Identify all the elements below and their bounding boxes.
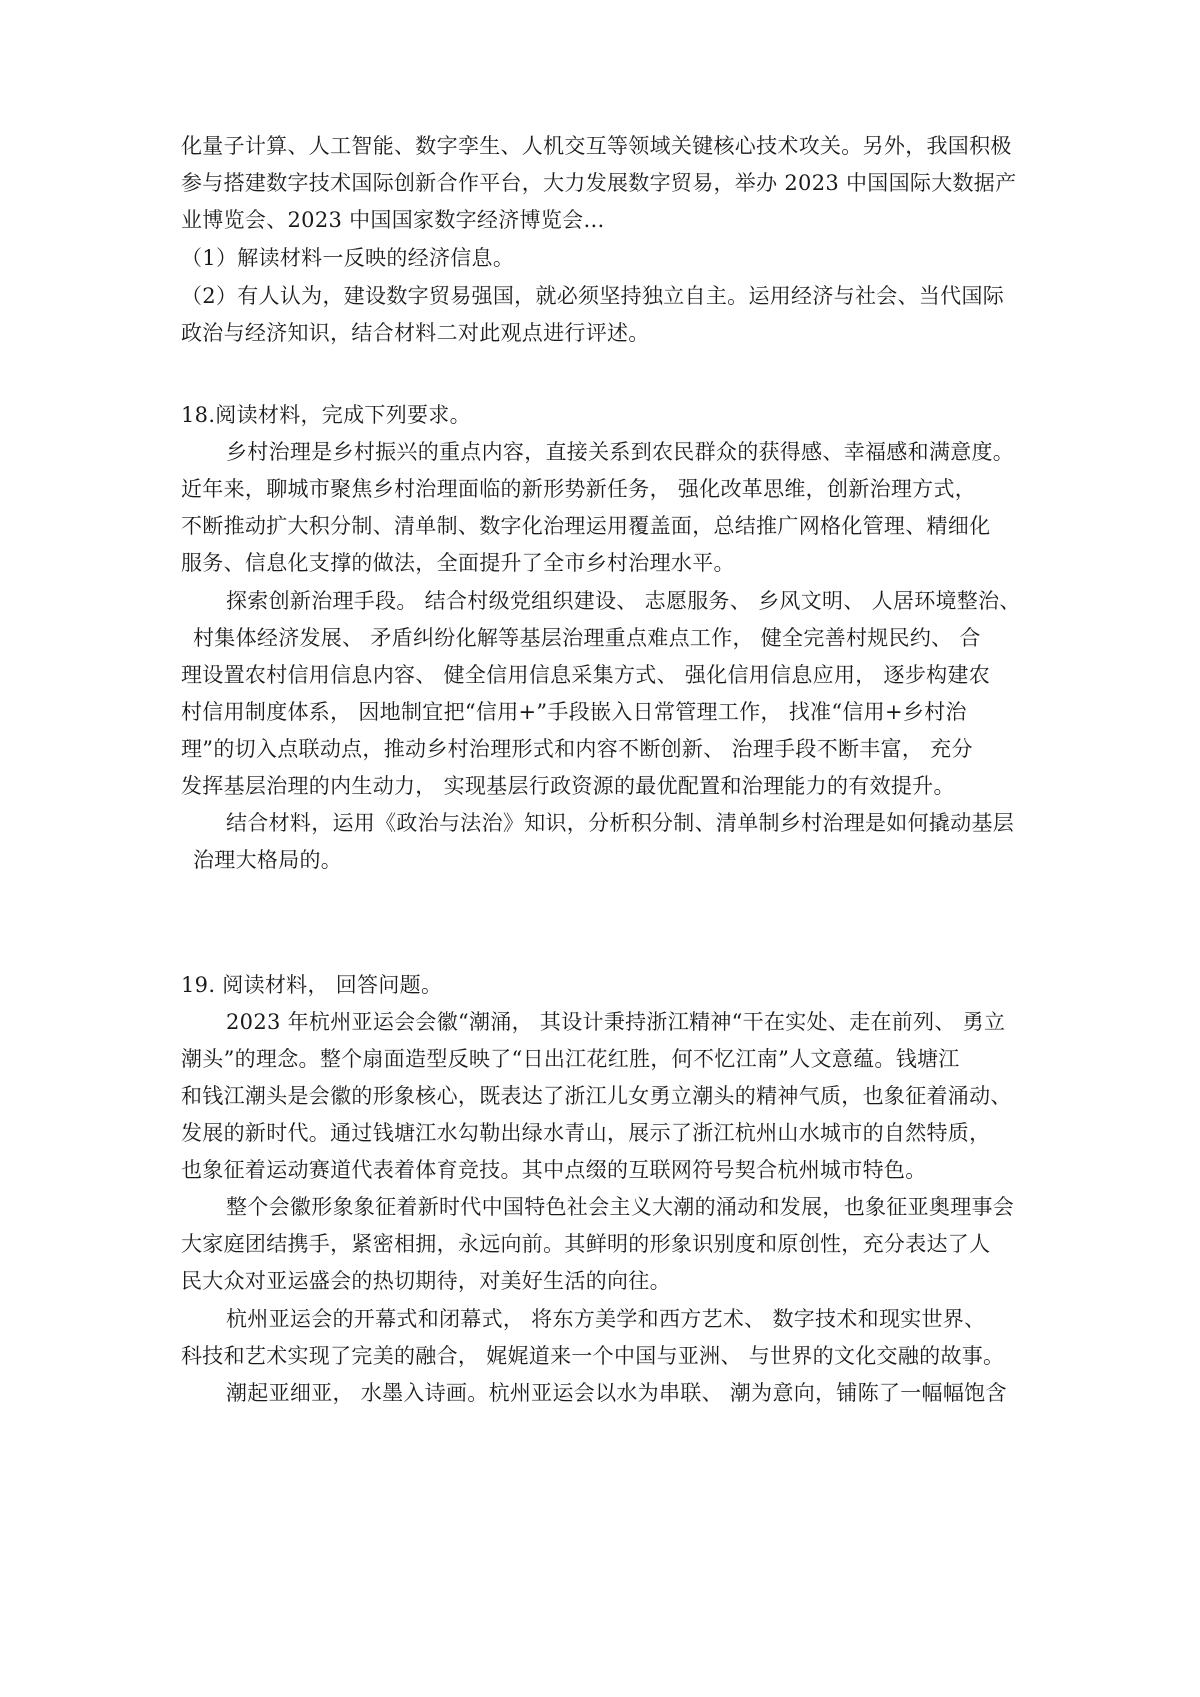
q18-text-line: 服务、信息化支撑的做法，全面提升了全市乡村治理水平。 [181,551,735,575]
q19-text-line: 和钱江潮头是会徽的形象核心，既表达了浙江儿女勇立潮头的精神气质，也象征着涌动、 [181,1084,1012,1108]
q17-text-line: 业博览会、2023 中国国家数字经济博览会… [181,208,605,232]
q19-text-line: 也象征着运动赛道代表着体育竞技。其中点缀的互联网符号契合杭州城市特色。 [181,1158,927,1182]
q19-text-line: 杭州亚运会的开幕式和闭幕式， 将东方美学和西方艺术、 数字技术和现实世界、 [226,1307,986,1331]
q18-text-line: 探索创新治理手段。 结合村级党组织建设、 志愿服务、 乡风文明、 人居环境整治、 [226,589,1021,613]
q18-text-line: 乡村治理是乡村振兴的重点内容，直接关系到农民群众的获得感、幸福感和满意度。 [226,440,1015,464]
q19-text-line: 发展的新时代。通过钱塘江水勾勒出绿水青山，展示了浙江杭州山水城市的自然特质， [181,1121,991,1145]
q19-text-line: 大家庭团结携手，紧密相拥，永远向前。其鲜明的形象识别度和原创性，充分表达了人 [181,1232,991,1256]
q18-text-line: 不断推动扩大积分制、清单制、数字化治理运用覆盖面，总结推广网格化管理、精细化 [181,514,991,538]
q19-text-line: 潮头”的理念。整个扇面造型反映了“日出江花红胜，何不忆江南”人文意蕴。钱塘江 [181,1047,960,1071]
q17-text-line: 化量子计算、人工智能、数字孪生、人机交互等领域关键核心技术攻关。另外，我国积极 [181,134,1012,158]
q19-heading: 19. 阅读材料， 回答问题。 [181,973,443,997]
q18-heading: 18.阅读材料，完成下列要求。 [181,403,471,427]
q17-text-line: 政治与经济知识，结合材料二对此观点进行评述。 [181,321,650,345]
q19-text-line: 潮起亚细亚， 水墨入诗画。杭州亚运会以水为串联、 潮为意向，铺陈了一幅幅饱含 [226,1381,1007,1405]
q18-text-line: 理设置农村信用信息内容、 健全信用信息采集方式、 强化信用信息应用， 逐步构建农 [181,663,991,687]
q18-text-line: 发挥基层治理的内生动力， 实现基层行政资源的最优配置和治理能力的有效提升。 [181,774,955,798]
q18-text-line: 理”的切入点联动点，推动乡村治理形式和内容不断创新、 治理手段不断丰富， 充分 [181,737,973,761]
q17-subquestion-2: （2）有人认为，建设数字贸易强国，就必须坚持独立自主。运用经济与社会、当代国际 [181,284,1005,308]
q17-subquestion-1: （1）解读材料一反映的经济信息。 [181,246,515,270]
q18-text-line: 近年来，聊城市聚焦乡村治理面临的新形势新任务， 强化改革思维，创新治理方式， [181,477,977,501]
q18-question: 结合材料，运用《政治与法治》知识，分析积分制、清单制乡村治理是如何撬动基层 [226,811,1015,835]
q18-text-line: 村集体经济发展、 矛盾纠纷化解等基层治理重点难点工作， 健全完善村规民约、 合 [193,626,981,650]
q18-question: 治理大格局的。 [193,848,343,872]
q19-text-line: 科技和艺术实现了完美的融合， 娓娓道来一个中国与亚洲、 与世界的文化交融的故事。 [181,1344,1005,1368]
q19-text-line: 整个会徽形象象征着新时代中国特色社会主义大潮的涌动和发展，也象征亚奥理事会 [226,1195,1015,1219]
q19-text-line: 2023 年杭州亚运会会徽“潮涌， 其设计秉持浙江精神“干在实处、走在前列、 勇立 [226,1010,1006,1034]
q18-text-line: 村信用制度体系， 因地制宜把“信用+”手段嵌入日常管理工作， 找准“信用+乡村治 [181,700,967,724]
q17-text-line: 参与搭建数字技术国际创新合作平台，大力发展数字贸易，举办 2023 中国国际大数据产 [181,171,1017,195]
q19-text-line: 民大众对亚运盛会的热切期待，对美好生活的向往。 [181,1269,671,1293]
